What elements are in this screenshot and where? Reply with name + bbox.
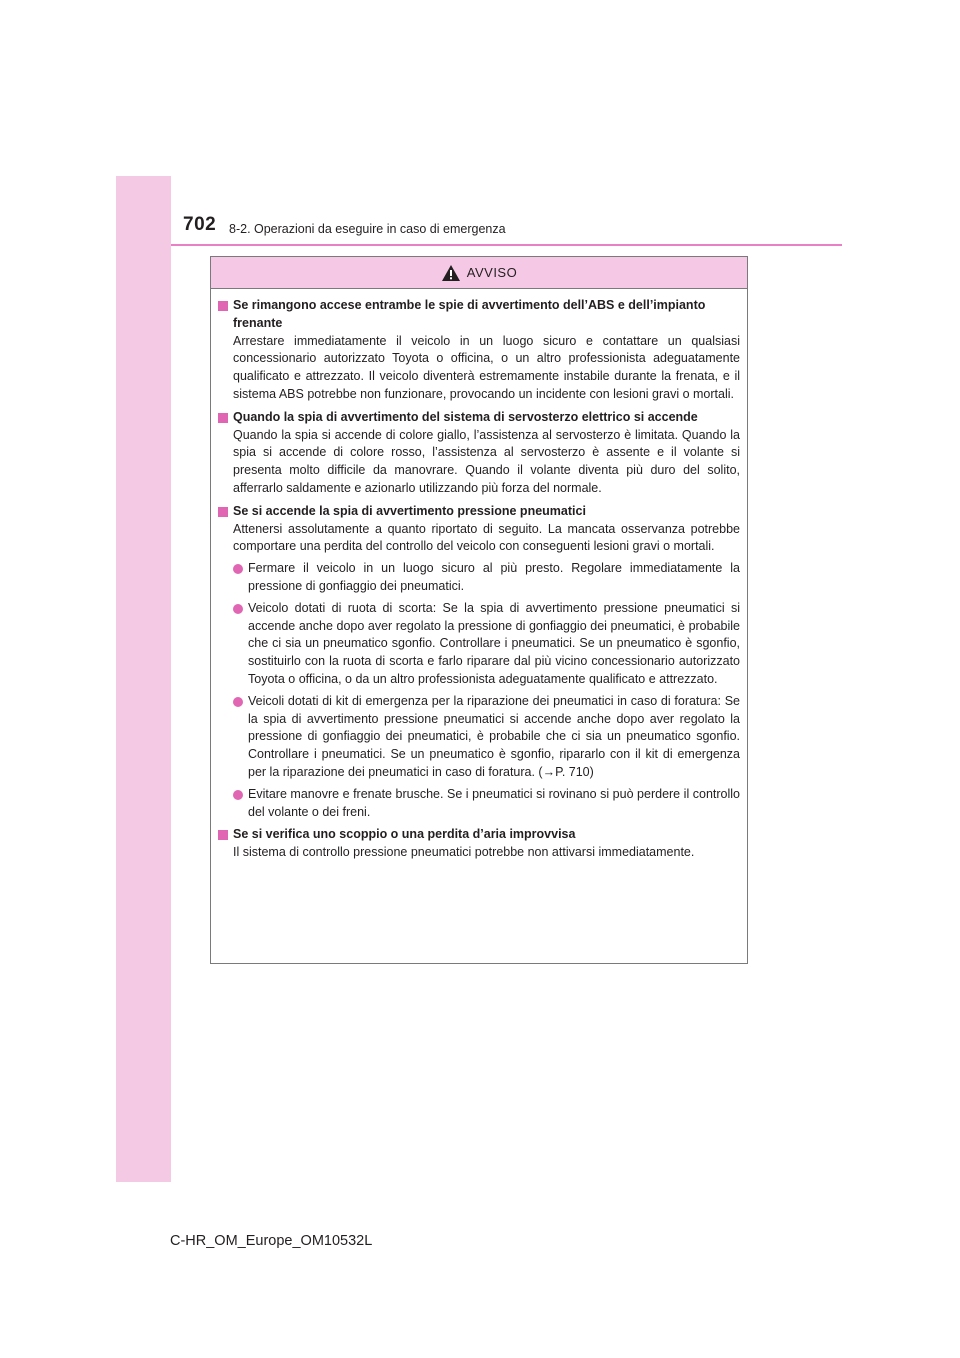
side-strip <box>116 176 171 1182</box>
document-code: C-HR_OM_Europe_OM10532L <box>170 1233 373 1249</box>
round-bullet-icon <box>233 697 243 707</box>
sub-item-text: Fermare il veicolo in un luogo sicuro al più presto. Regolare immediatamente la pressione di gonfiaggio dei pneumatici. <box>248 561 740 593</box>
page-number: 702 <box>183 214 217 235</box>
warning-item-abs <box>218 297 740 404</box>
item-heading: Se rimangono accese entrambe le spie di avvertimento dell’ABS e dell’impianto frenante <box>233 298 706 330</box>
square-bullet-icon <box>218 301 228 311</box>
round-bullet-icon <box>233 564 243 574</box>
round-bullet-icon <box>233 790 243 800</box>
warning-body <box>211 289 747 862</box>
section-title: 8-2. Operazioni da eseguire in caso di emergenza <box>229 222 506 236</box>
sub-item <box>218 693 740 782</box>
sub-item-text: Veicolo dotati di ruota di scorta: Se la spia di avvertimento pressione pneumatici si accende anche dopo aver regolato la pressione di gonfiaggio dei pneumatici, è probabile che ci sia un pneumatico sgonfio. Controllare i pneumatici. Se un pneumatico è sgonfio, sostituirlo con la ruota di scorta e farlo riparare dal più vicino concessionario autorizzato Toyota o officina, o da un altro professionista adeguatamente qualificato e attrezzato. <box>248 600 740 686</box>
sub-item <box>218 786 740 822</box>
item-heading: Quando la spia di avvertimento del sistema di servosterzo elettrico si accende <box>233 409 698 424</box>
sub-item <box>218 560 740 596</box>
item-text: Quando la spia si accende di colore giallo, l’assistenza al servosterzo è limitata. Quando la spia si accende di colore rosso, l’assistenza al servosterzo è assente e il volante si presenta molto difficile da manovrare. Quando il volante diventa più duro del solito, afferrarlo saldamente e azionarlo utilizzando più forza del normale. <box>233 427 740 495</box>
round-bullet-icon <box>233 604 243 614</box>
warning-item-tire-pressure <box>218 503 740 822</box>
item-heading: Se si accende la spia di avvertimento pressione pneumatici <box>233 503 586 518</box>
warning-item-blowout <box>218 826 740 862</box>
item-heading: Se si verifica uno scoppio o una perdita d’aria improvvisa <box>233 827 576 842</box>
warning-box <box>210 256 748 964</box>
warning-item-power-steering <box>218 409 740 498</box>
item-text: Attenersi assolutamente a quanto riportato di seguito. La mancata osservanza potrebbe comportare una perdita del controllo del veicolo con conseguenti lesioni gravi o mortali. <box>233 521 740 554</box>
warning-header <box>211 257 747 289</box>
warning-title: AVVISO <box>466 265 518 280</box>
item-text: Il sistema di controllo pressione pneumatici potrebbe non attivarsi immediatamente. <box>233 845 695 860</box>
sub-item <box>218 600 740 689</box>
header-rule <box>171 244 842 246</box>
warning-triangle-icon <box>441 264 461 282</box>
square-bullet-icon <box>218 413 228 423</box>
item-text: Arrestare immediatamente il veicolo in un luogo sicuro e contattare un qualsiasi concessionario autorizzato Toyota o officina, o un altro professionista adeguatamente qualificato e attrezzato. Il veicolo diventerà estremamente instabile durante la frenata, e il sistema ABS potrebbe non funzionare, provocando un incidente con lesioni gravi o mortali. <box>233 333 740 401</box>
sub-item-text: Veicoli dotati di kit di emergenza per la riparazione dei pneumatici in caso di foratura: Se la spia di avvertimento pressione pneumatici si accende anche dopo aver regolato la pressione di gonfiaggio dei pneumatici, è probabile che ci sia un pneumatico sgonfio. Controllare i pneumatici. Se un pneumatico è sgonfio, ripararlo con il kit di emergenza per la riparazione dei pneumatici in caso di foratura. (→P. 710) <box>248 693 740 779</box>
sub-item-text: Evitare manovre e frenate brusche. Se i pneumatici si rovinano si può perdere il controllo del volante o dei freni. <box>248 786 740 819</box>
square-bullet-icon <box>218 507 228 517</box>
square-bullet-icon <box>218 830 228 840</box>
